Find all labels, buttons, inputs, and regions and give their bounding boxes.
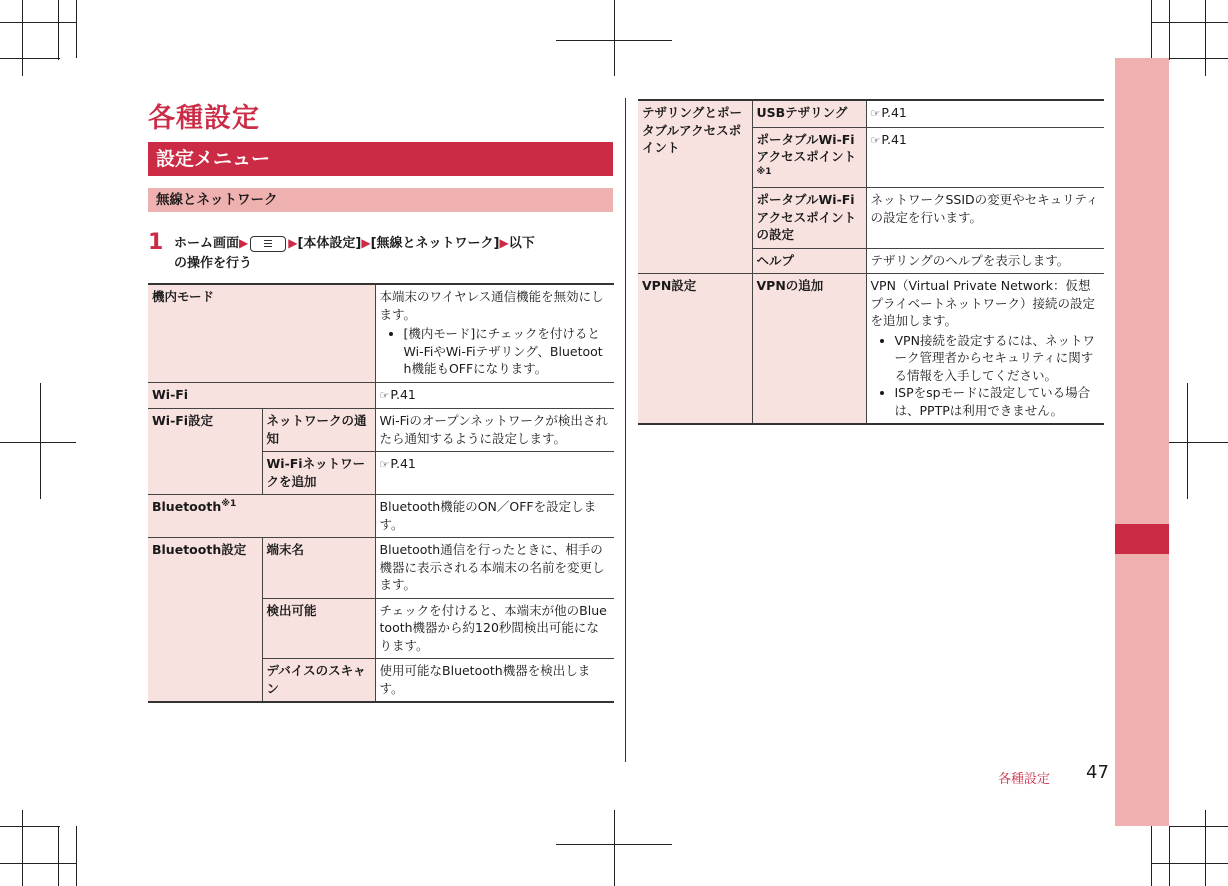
row-desc: チェックを付けると、本端末が他のBluetooth機器から約120秒間検出可能になります。 — [375, 598, 614, 659]
step-part-network: [無線とネットワーク] — [370, 236, 500, 251]
triangle-right-icon: ▶ — [499, 236, 509, 250]
desc-text: VPN（Virtual Private Network：仮想プライベートネットワーク）接続の設定を追加します。 — [870, 278, 1096, 328]
footnote-mark: ※1 — [221, 498, 237, 509]
step-part-settings: [本体設定] — [297, 236, 362, 251]
row-desc — [375, 382, 614, 409]
table-row — [148, 284, 614, 382]
row-label: USBテザリング — [752, 100, 866, 127]
row-label: ネットワークの通知 — [262, 409, 375, 452]
row-label: 機内モード — [148, 284, 375, 382]
table-row — [148, 495, 614, 538]
page-ref: P.41 — [881, 131, 907, 147]
row-desc: 使用可能なBluetooth機器を検出します。 — [375, 659, 614, 703]
desc-text: 本端末のワイヤレス通信機能を無効にします。 — [379, 289, 604, 322]
page-ref: P.41 — [390, 456, 416, 471]
subsection-header: 無線とネットワーク — [148, 188, 613, 212]
page-ref: P.41 — [390, 386, 416, 402]
group-label: テザリングとポータブルアクセスポイント — [638, 100, 752, 274]
triangle-right-icon: ▶ — [239, 236, 249, 250]
step-end: 以下 — [508, 236, 535, 251]
row-desc: Wi-Fiのオープンネットワークが検出されたら通知するように設定します。 — [375, 409, 614, 452]
hotspot-label: ポータブルWi-Fiアクセスポイント — [756, 131, 857, 164]
row-desc — [375, 452, 614, 495]
row-label: 端末名 — [262, 538, 375, 599]
section-header: 設定メニュー — [148, 142, 613, 176]
settings-table-left — [148, 283, 614, 703]
table-row — [148, 538, 614, 599]
row-label — [752, 127, 866, 188]
row-label — [148, 495, 375, 538]
row-label: VPNの追加 — [752, 274, 866, 425]
step-1 — [148, 230, 616, 274]
group-label: VPN設定 — [638, 274, 752, 425]
row-label: ヘルプ — [752, 248, 866, 274]
row-desc — [866, 274, 1104, 425]
side-index-bar — [1115, 58, 1169, 826]
row-label: 検出可能 — [262, 598, 375, 659]
table-row — [148, 382, 614, 409]
footer-section-label: 各種設定 — [998, 772, 1051, 787]
side-index-tab — [1115, 524, 1169, 554]
row-desc: テザリングのヘルプを表示します。 — [866, 248, 1104, 274]
menu-key-icon — [250, 236, 286, 252]
bullet-item: • ISPをspモードに設定している場合は、PPTPは利用できません。 — [895, 384, 1100, 419]
reference-hand-icon: ☞ — [870, 107, 881, 120]
step-line2: の操作を行う — [174, 256, 253, 271]
bluetooth-label: Bluetooth — [152, 499, 222, 514]
row-desc: Bluetooth機能のON／OFFを設定します。 — [375, 495, 614, 538]
settings-table-right — [638, 99, 1104, 425]
row-desc: Bluetooth通信を行ったときに、相手の機器に表示される本端末の名前を変更します。 — [375, 538, 614, 599]
table-row — [638, 274, 1104, 425]
row-label: Wi-Fiネットワークを追加 — [262, 452, 375, 495]
footnote-mark: ※1 — [756, 166, 772, 177]
bullet-list — [380, 325, 610, 378]
table-row — [148, 409, 614, 452]
row-desc: ネットワークSSIDの変更やセキュリティの設定を行います。 — [866, 188, 1104, 249]
bullet-item: • VPN接続を設定するには、ネットワーク管理者からセキュリティに関する情報を入手してください。 — [895, 332, 1100, 385]
step-number: 1 — [148, 230, 164, 255]
reference-hand-icon: ☞ — [870, 133, 881, 147]
page-title: 各種設定 — [148, 103, 260, 134]
row-desc — [375, 284, 614, 382]
reference-hand-icon: ☞ — [379, 388, 390, 402]
row-label: ポータブルWi-Fiアクセスポイントの設定 — [752, 188, 866, 249]
page-number: 47 — [1086, 762, 1109, 783]
row-desc — [866, 100, 1104, 127]
group-label: Wi-Fi設定 — [148, 409, 262, 495]
page-ref: P.41 — [881, 105, 907, 120]
triangle-right-icon: ▶ — [361, 236, 371, 250]
group-label: Bluetooth設定 — [148, 538, 262, 703]
column-divider — [625, 98, 626, 762]
home-screen-text: ホーム画面 — [174, 236, 240, 251]
row-label: デバイスのスキャン — [262, 659, 375, 703]
row-desc — [866, 127, 1104, 188]
table-row — [638, 100, 1104, 127]
bullet-list — [871, 332, 1100, 420]
step-instruction — [174, 233, 616, 274]
triangle-right-icon: ▶ — [288, 236, 298, 250]
reference-hand-icon: ☞ — [379, 458, 390, 471]
row-label: Wi-Fi — [148, 382, 375, 409]
bullet-item: • [機内モード]にチェックを付けるとWi-FiやWi-Fiテザリング、Bluetooth機能もOFFになります。 — [404, 325, 610, 378]
